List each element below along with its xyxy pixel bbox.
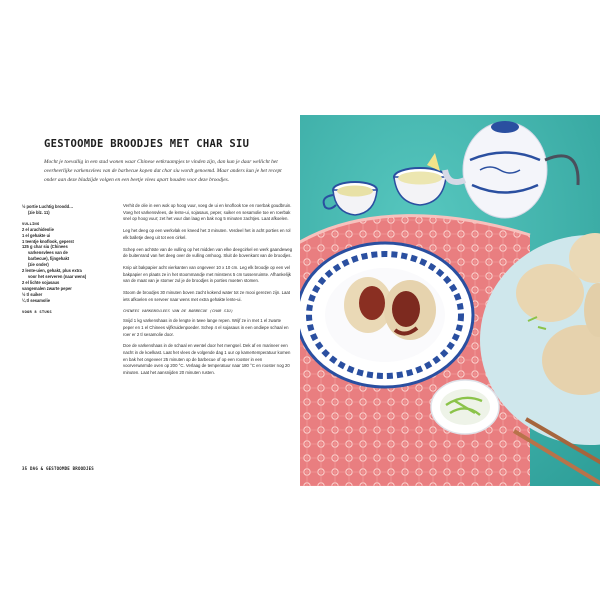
scallion-bowl xyxy=(431,380,499,434)
method-step: Verhit de olie in een wok op hoog vuur, voeg de ui en knoflook toe en roerbak goudbruin. Voeg het varkensvlees, de lente-ui, sojasaus, peper, suiker en sesamolie toe en roerbak snel op hoog vuur; zet het vuur dan laag en bak nog 5 minuten zachtjes. Laat afkoelen. xyxy=(123,203,292,222)
recipe-title: GESTOOMDE BROODJES MET CHAR SIU xyxy=(44,138,250,150)
char-siu-step: Doe de varkenshaas in de schaal en wentel door het mengsel. Dek af en marineer een nacht in de koelkast. Laat het vlees de volgende dag 1 uur op kamertemperatuur komen en bak het ongeveer 25 minuten op de barbecue of op een rooster in een voorverwarmde oven op 200 °C. Verlaag de temperatuur naar 180 °C en rooster nog 20 minuten. Laat het aansnijden 20 minuten rusten. xyxy=(123,343,291,376)
method-step: Stoom de broodjes 30 minuten boven zacht kokend water tot ze mooi gerezen zijn. Laat iets afkoelen en serveer naar wens met extra gehakte lente-ui. xyxy=(123,290,290,302)
ingredient-item: voor het serveren (naar wens) xyxy=(28,273,87,279)
char-siu-step: Snijd 1 kg varkenshaas in de lengte in twee lange repen. Wrijf ze in met 1 el zwarte peper en 1 el Chinees vijfkruidenpoeder. Schep 4 el sojasaus in een ondiepe schaal en roer er 2 tl sesamolie door. xyxy=(123,318,289,337)
ingredient-item: barbecue), fijngehakt xyxy=(28,256,70,262)
dough-ref: (zie blz. 11) xyxy=(28,209,50,215)
ingredient-item: vangemalen zwarte peper xyxy=(22,285,72,291)
ingredients-list xyxy=(22,204,118,314)
ingredient-item: ¼ tl sesamolie xyxy=(22,297,50,303)
method-step: Schep een achtste van de vulling op het midden van elke deegcirkel en werk gaandeweg de buitenrand van het deeg over de vulling omhoog. Sluit de bovenkant van de broodjes. xyxy=(123,246,293,259)
ingredient-item: 1 el gehakte ui xyxy=(22,232,51,238)
yield-label: VOOR 8 STUKS xyxy=(22,308,52,314)
ingredient-item: 2 el lichte sojasaus xyxy=(22,279,60,285)
filling-heading: VULLING xyxy=(22,220,40,226)
ingredient-item: (zie onder) xyxy=(28,262,49,268)
ingredient-item: ½ tl suiker xyxy=(22,291,43,297)
recipe-intro: Mocht je toevallig in een stad wonen waar Chinese eetkraampjes te vinden zijn, dan kun je daar wellicht het overheerlijke varkensvlees van de barbecue kopen dat char siu wordt genoemd. Maar anders kun je het recept onder aan deze bladzijde volgen en een beetje vlees apart houden voor deze broodjes. xyxy=(44,159,282,184)
method-step: Knip uit bakpapier acht vierkanten van ongeveer 10 x 10 cm. Leg elk broodje op een vel bakpapier en plaats ze in het stoommandje met minstens 5 cm tussenruimte. Afhankelijk van de maat van je stomer zul je de broodjes in porties moeten stomen. xyxy=(123,264,291,284)
ingredient-item: varkensvlees van de xyxy=(28,250,68,256)
char-siu-subtitle: CHINEES VARKENSVLEES VAN DE BARBECUE (CHAR SIU) xyxy=(123,308,234,314)
dough-line: ½ portie Luchtig broodd… xyxy=(22,204,74,209)
method-step: Leg het deeg op een werkvlak en kneed het 3 minuten. Verdeel het in acht porties en rol elk balletje deeg uit tot een cirkel. xyxy=(123,228,291,240)
ingredient-item: 1 teentje knoflook, geperst xyxy=(22,238,74,244)
plate-with-buns xyxy=(300,243,473,387)
page-footer: 35 DAG & GESTOOMDE BROODJES xyxy=(22,466,94,471)
ingredient-item: 2 lente-uien, gehakt, plus extra xyxy=(22,268,82,274)
method-text xyxy=(123,203,293,382)
ingredient-item: 2 el arachideolie xyxy=(22,226,54,232)
food-photo xyxy=(300,115,600,486)
ingredient-item: 125 g char siu (Chinees xyxy=(22,244,68,250)
